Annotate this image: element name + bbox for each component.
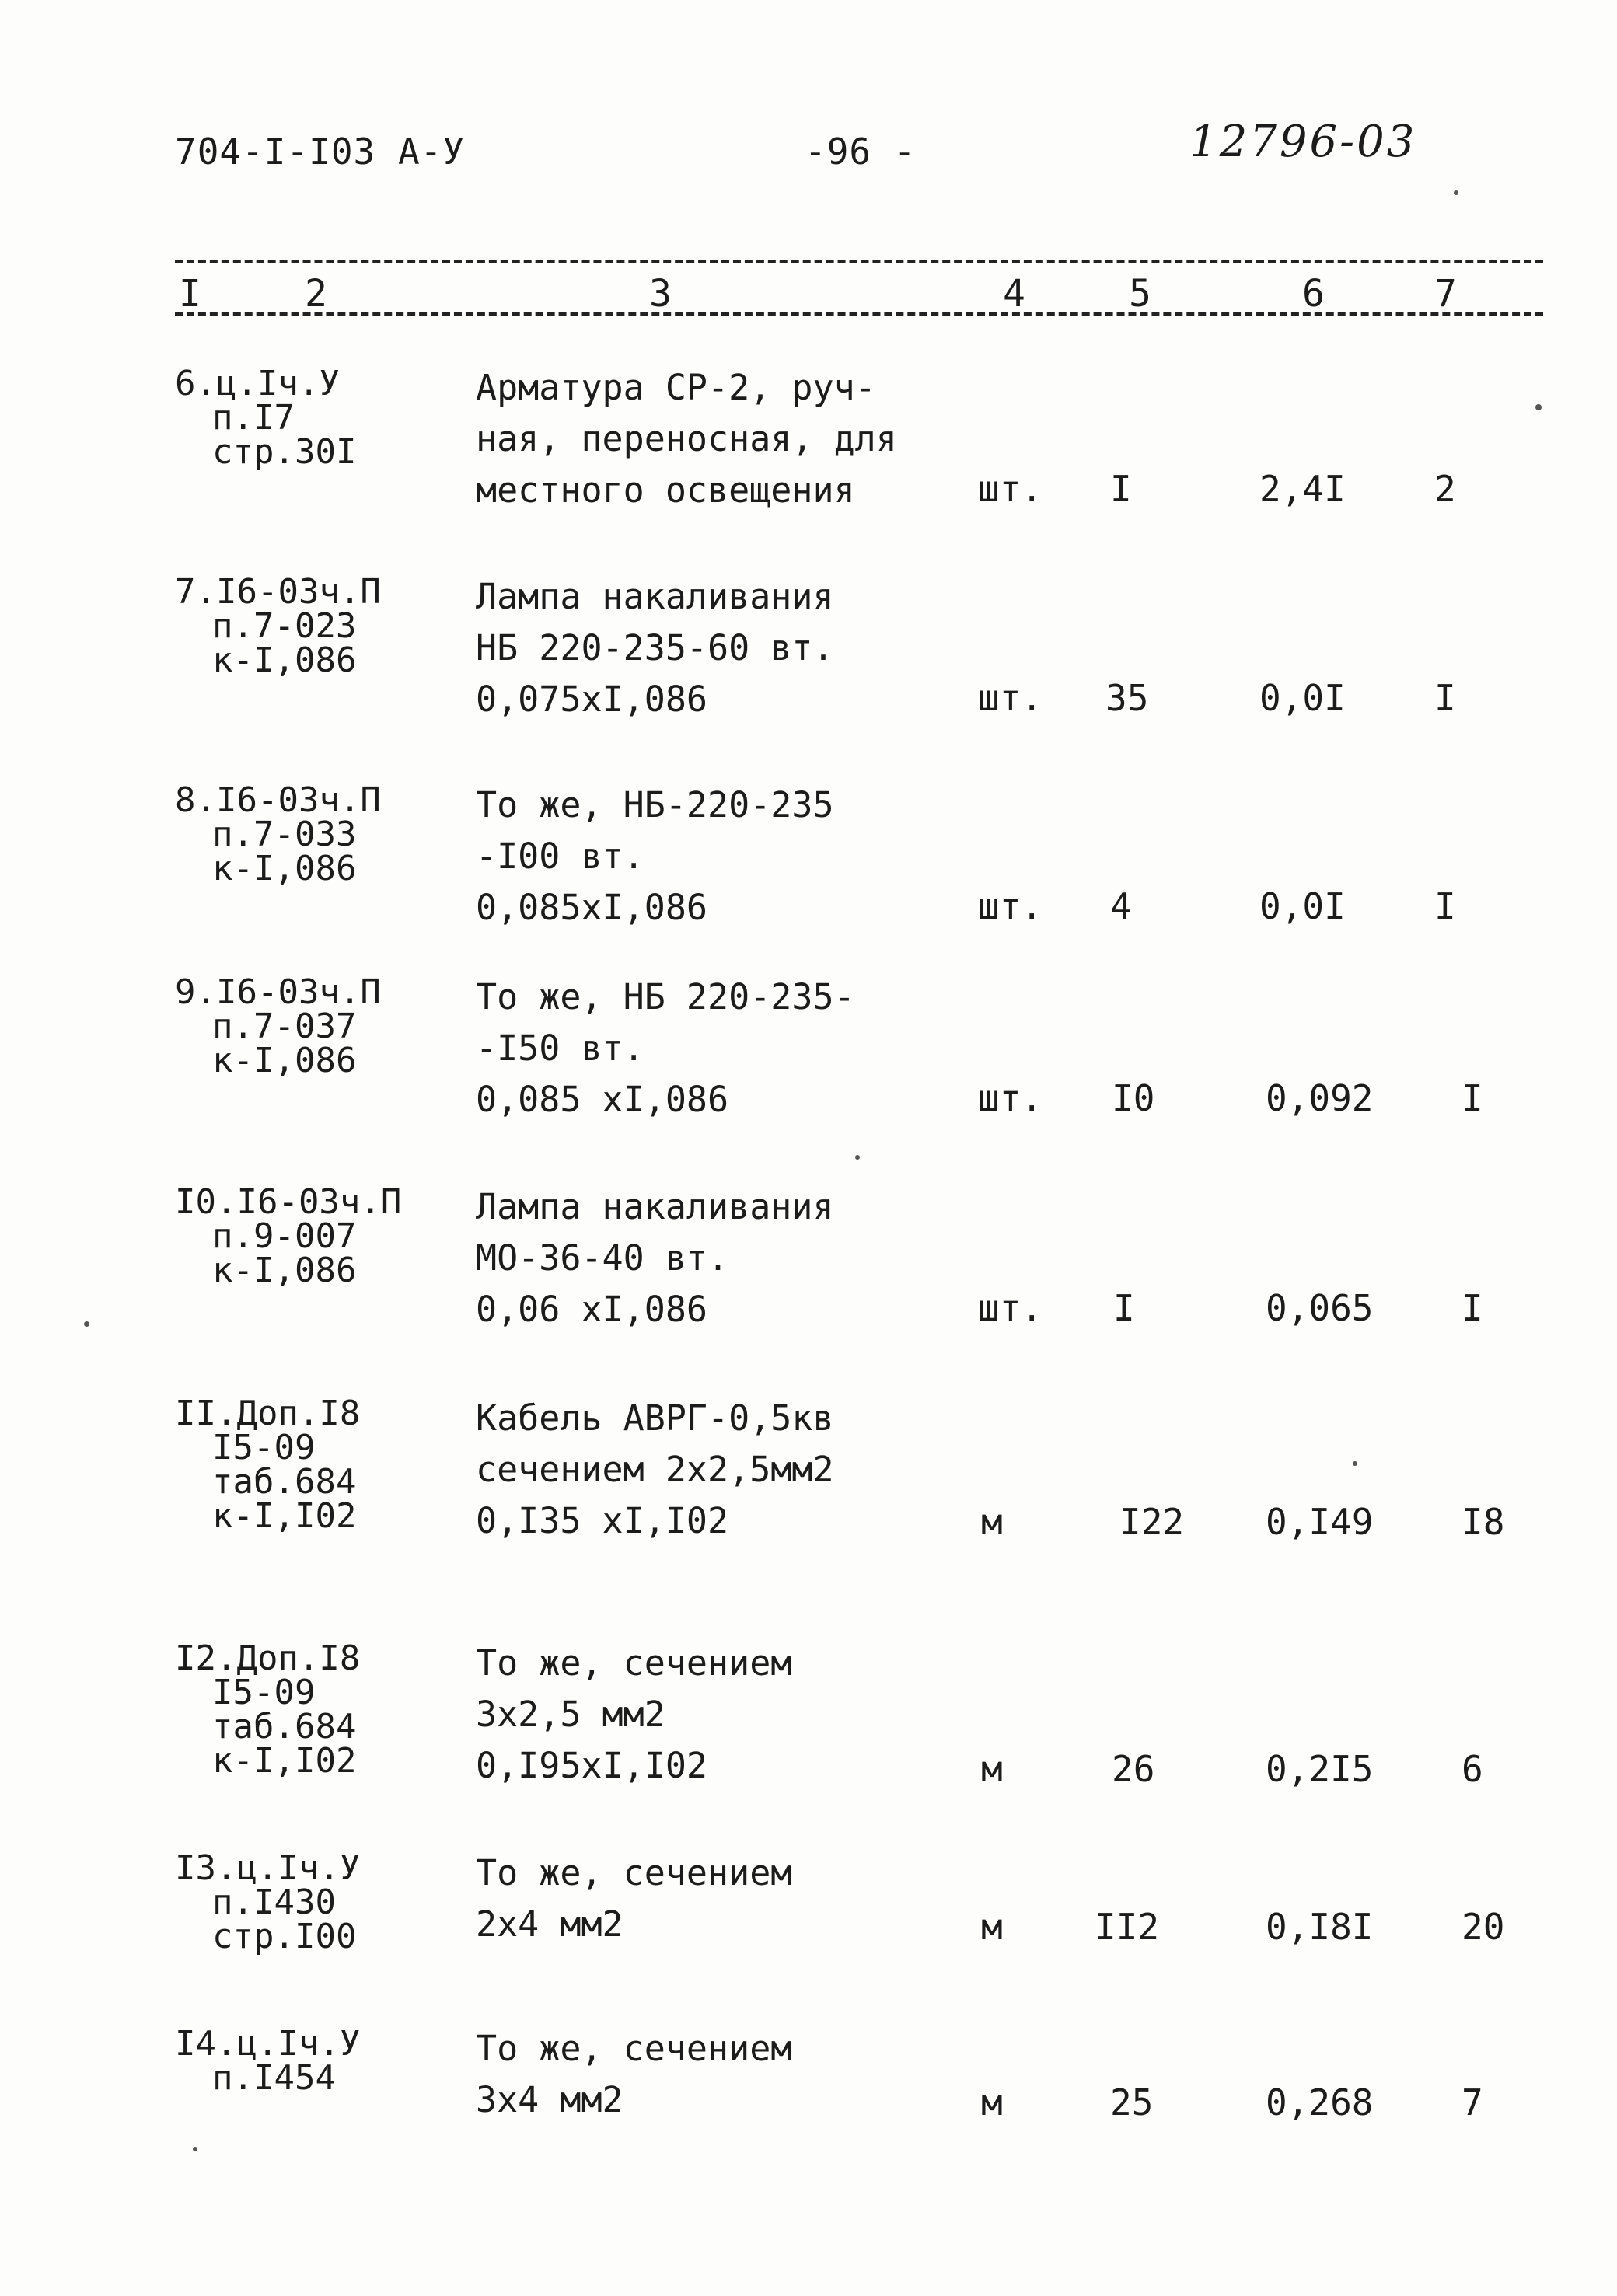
table-rule-bottom bbox=[175, 312, 1543, 316]
ref-line: п.7-023 bbox=[212, 606, 357, 646]
row-unit: шт. bbox=[978, 468, 1043, 510]
row-quantity: I bbox=[1113, 1287, 1135, 1329]
desc-line: 0,085хI,086 bbox=[476, 887, 708, 928]
ref-line: таб.684 bbox=[212, 1462, 357, 1502]
row-unit: м bbox=[981, 1501, 1003, 1543]
row-norm: 2,4I bbox=[1259, 468, 1346, 510]
desc-line: То же, НБ-220-235 bbox=[476, 784, 834, 825]
ref-line: п.I430 bbox=[212, 1883, 336, 1922]
ref-line: II.Доп.I8 bbox=[175, 1394, 361, 1433]
table-rule-top bbox=[175, 260, 1543, 263]
row-quantity: 26 bbox=[1112, 1748, 1155, 1790]
row-description bbox=[476, 571, 834, 725]
desc-line: Кабель АВРГ-0,5кв bbox=[476, 1397, 834, 1439]
column-number-1: I bbox=[179, 272, 201, 316]
row-total: I bbox=[1434, 885, 1456, 927]
row-ref bbox=[175, 780, 381, 888]
row-description bbox=[476, 780, 834, 933]
row-description bbox=[476, 1848, 791, 1950]
row-quantity: I0 bbox=[1112, 1077, 1155, 1119]
row-quantity: 25 bbox=[1110, 2081, 1154, 2123]
scan-speck bbox=[1535, 404, 1542, 410]
row-ref bbox=[175, 364, 357, 472]
handwritten-number: 12796-03 bbox=[1189, 117, 1417, 167]
column-number-3: 3 bbox=[649, 272, 672, 316]
desc-line: 0,06 хI,086 bbox=[476, 1289, 708, 1330]
desc-line: То же, сечением bbox=[476, 1852, 792, 1893]
desc-line: Лампа накаливания bbox=[476, 576, 834, 617]
desc-line: НБ 220-235-60 вт. bbox=[476, 627, 834, 668]
ref-line: к-I,086 bbox=[212, 1251, 357, 1290]
row-ref bbox=[175, 1638, 361, 1781]
row-total: 2 bbox=[1434, 468, 1456, 510]
ref-line: п.I454 bbox=[212, 2058, 336, 2098]
row-quantity: 4 bbox=[1110, 885, 1132, 927]
row-description bbox=[476, 1181, 834, 1335]
desc-line: 3х4 мм2 bbox=[476, 2079, 623, 2120]
scan-speck bbox=[193, 2147, 197, 2151]
desc-line: сечением 2х2,5мм2 bbox=[476, 1449, 834, 1490]
column-number-6: 6 bbox=[1302, 272, 1325, 316]
desc-line: 0,I35 хI,I02 bbox=[476, 1500, 729, 1541]
row-unit: м bbox=[981, 2081, 1003, 2123]
ref-line: I0.I6-03ч.П bbox=[175, 1182, 402, 1222]
row-ref bbox=[175, 1182, 402, 1290]
row-unit: шт. bbox=[978, 1077, 1043, 1119]
ref-line: стр.I00 bbox=[212, 1917, 357, 1956]
row-ref bbox=[175, 2024, 361, 2098]
ref-line: 6.ц.Iч.У bbox=[175, 364, 340, 403]
ref-line: п.9-007 bbox=[212, 1216, 357, 1256]
ref-line: к-I,086 bbox=[212, 849, 357, 888]
row-total: 6 bbox=[1462, 1748, 1483, 1790]
row-quantity: I bbox=[1110, 468, 1132, 510]
row-total: I8 bbox=[1462, 1501, 1505, 1543]
row-norm: 0,2I5 bbox=[1266, 1748, 1374, 1790]
desc-line: То же, сечением bbox=[476, 1642, 792, 1684]
column-number-4: 4 bbox=[1003, 272, 1025, 316]
desc-line: местного освещения bbox=[476, 469, 855, 511]
desc-line: 3х2,5 мм2 bbox=[476, 1694, 665, 1735]
desc-line: Лампа накаливания bbox=[476, 1186, 834, 1227]
row-quantity: II2 bbox=[1095, 1906, 1160, 1948]
row-unit: шт. bbox=[978, 677, 1043, 719]
row-description bbox=[476, 362, 897, 516]
desc-line: Арматура СР-2, руч- bbox=[476, 367, 876, 408]
row-total: I bbox=[1434, 677, 1456, 719]
row-description bbox=[476, 2023, 791, 2126]
row-norm: 0,092 bbox=[1266, 1077, 1374, 1119]
row-total: I bbox=[1462, 1287, 1483, 1329]
row-ref bbox=[175, 1848, 361, 1956]
ref-line: к-I,I02 bbox=[212, 1741, 357, 1781]
desc-line: 0,075хI,086 bbox=[476, 679, 708, 720]
column-number-2: 2 bbox=[305, 272, 327, 316]
row-quantity: I22 bbox=[1119, 1501, 1185, 1543]
ref-line: I5-09 bbox=[212, 1428, 316, 1467]
doc-code: 704-I-I03 А-У bbox=[175, 131, 466, 173]
row-norm: 0,0I bbox=[1259, 677, 1346, 719]
ref-line: 8.I6-03ч.П bbox=[175, 780, 381, 820]
row-unit: шт. bbox=[978, 1287, 1043, 1329]
row-description bbox=[476, 1638, 791, 1792]
ref-line: п.7-037 bbox=[212, 1007, 357, 1046]
page-number: -96 - bbox=[805, 131, 917, 173]
row-unit: шт. bbox=[978, 885, 1043, 927]
ref-line: I5-09 bbox=[212, 1673, 316, 1712]
row-ref bbox=[175, 972, 381, 1080]
desc-line: 2х4 мм2 bbox=[476, 1903, 623, 1945]
desc-line: -I00 вт. bbox=[476, 836, 644, 877]
row-ref bbox=[175, 1394, 361, 1536]
ref-line: I4.ц.Iч.У bbox=[175, 2024, 361, 2064]
row-description bbox=[476, 1393, 834, 1547]
row-norm: 0,I49 bbox=[1266, 1501, 1374, 1543]
ref-line: I3.ц.Iч.У bbox=[175, 1848, 361, 1888]
row-norm: 0,0I bbox=[1259, 885, 1346, 927]
desc-line: 0,085 хI,086 bbox=[476, 1079, 729, 1120]
scan-speck bbox=[1454, 190, 1458, 195]
ref-line: стр.30I bbox=[212, 432, 357, 472]
row-total: 20 bbox=[1462, 1906, 1505, 1948]
row-unit: м bbox=[981, 1906, 1003, 1948]
row-ref bbox=[175, 572, 381, 680]
row-total: I bbox=[1462, 1077, 1483, 1119]
ref-line: к-I,I02 bbox=[212, 1496, 357, 1536]
ref-line: п.7-033 bbox=[212, 815, 357, 854]
desc-line: То же, сечением bbox=[476, 2028, 792, 2069]
ref-line: I2.Доп.I8 bbox=[175, 1638, 361, 1678]
desc-line: ная, переносная, для bbox=[476, 418, 897, 459]
desc-line: МО-36-40 вт. bbox=[476, 1237, 729, 1279]
ref-line: к-I,086 bbox=[212, 640, 357, 680]
scan-speck bbox=[1353, 1461, 1357, 1466]
column-number-5: 5 bbox=[1129, 272, 1151, 316]
row-quantity: 35 bbox=[1105, 677, 1149, 719]
scan-speck bbox=[855, 1155, 860, 1160]
ref-line: п.I7 bbox=[212, 398, 295, 438]
desc-line: То же, НБ 220-235- bbox=[476, 976, 855, 1017]
scan-speck bbox=[84, 1321, 89, 1327]
row-total: 7 bbox=[1462, 2081, 1483, 2123]
row-description bbox=[476, 972, 855, 1125]
desc-line: 0,I95хI,I02 bbox=[476, 1745, 708, 1786]
column-number-7: 7 bbox=[1434, 272, 1457, 316]
row-norm: 0,065 bbox=[1266, 1287, 1374, 1329]
row-norm: 0,268 bbox=[1266, 2081, 1374, 2123]
row-norm: 0,I8I bbox=[1266, 1906, 1374, 1948]
ref-line: к-I,086 bbox=[212, 1041, 357, 1080]
ref-line: 7.I6-03ч.П bbox=[175, 572, 381, 612]
ref-line: 9.I6-03ч.П bbox=[175, 972, 381, 1012]
desc-line: -I50 вт. bbox=[476, 1028, 644, 1069]
ref-line: таб.684 bbox=[212, 1707, 357, 1746]
row-unit: м bbox=[981, 1748, 1003, 1790]
